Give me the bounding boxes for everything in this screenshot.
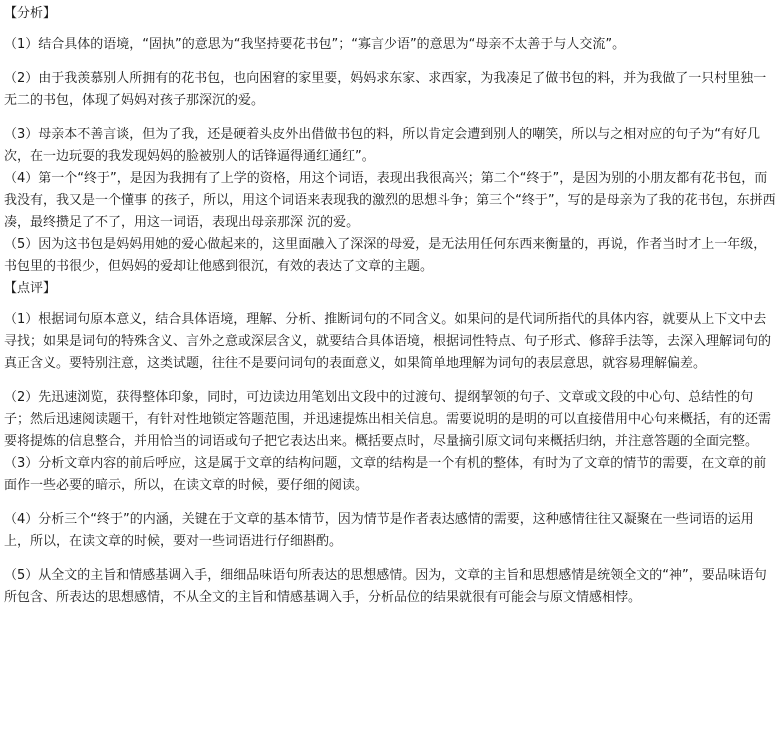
analysis-item-3: （3）母亲本不善言谈，但为了我，还是硬着头皮外出借做书包的料，所以肯定会遭到别人的嘲笑，所以与之相对应的句子为“有好几次，在一边玩耍的我发现妈妈的脸被别人的话锋逼得通红通红”。	[4, 127, 761, 164]
analysis-item-2: （2）由于我羡慕别人所拥有的花书包，也向困窘的家里要，妈妈求东家、求西家，为我凑足了做书包的料，并为我做了一只村里独一无二的书包，体现了妈妈对孩子那深沉的爱。	[4, 71, 767, 108]
comment-item-3: （3）分析文章内容的前后呼应，这是属于文章的结构问题，文章的结构是一个有机的整体，有时为了文章的情节的需要，在文章的前面作一些必要的暗示，所以，在读文章的时候，要仔细的阅读。	[4, 456, 767, 493]
comment-item-2: （2）先迅速浏览，获得整体印象，同时，可边读边用笔划出文段中的过渡句、提纲挈领的句子、文章或文段的中心句、总结性的句子；然后迅速阅读题干，有针对性地锁定答题范围，并迅速提炼出相关信息。需要说明的是明的可以直接借用中心句来概括，有的还需要将提炼的信息整合，并用恰当的词语或句子把它表达出来。概括要点时，尽量摘引原文词句来概括归纳，并注意答题的全面完整。	[4, 390, 772, 449]
comment-item-1: （1）根据词句原本意义，结合具体语境，理解、分析、推断词句的不同含义。如果问的是代词所指代的具体内容，就要从上下文中去寻找；如果是词句的特殊含义、言外之意或深层含义，就要结合具体语境，根据词性特点、句子形式、修辞手法等，去深入理解词句的真正含义。要特别注意，这类试题，往往不是要问词句的表面意义，如果简单地理解为词句的表层意思，就容易理解偏差。	[4, 312, 772, 371]
comment-heading: 【点评】	[4, 281, 57, 296]
comment-item-4: （4）分析三个“终于”的内涵，关键在于文章的基本情节，因为情节是作者表达感情的需要，这种感情往往又凝聚在一些词语的运用上，所以，在读文章的时候，要对一些词语进行仔细斟酌。	[4, 512, 754, 549]
analysis-item-5: （5）因为这书包是妈妈用她的爱心做起来的，这里面融入了深深的母爱，是无法用任何东西来衡量的，再说，作者当时才上一年级，书包里的书很少，但妈妈的爱却让他感到很沉，有效的表达了文章的主题。	[4, 237, 767, 274]
analysis-item-4: （4）第一个“终于”，是因为我拥有了上学的资格，用这个词语，表现出我很高兴；第二个“终于”，是因为别的小朋友都有花书包，而我没有，我又是一个懂事 的孩子，所以，用这个词语来表现我的激烈的思想斗争；第三个“终于”，写的是母亲为了我的花书包，东拼西凑，最终攒足了不了，用这一词语，表现出母亲那深 沉的爱。	[4, 171, 776, 230]
analysis-heading: 【分析】	[4, 6, 57, 21]
analysis-item-1: （1）结合具体的语境，“固执”的意思为“我坚持要花书包”；“寡言少语”的意思为“母亲不太善于与人交流”。	[4, 37, 626, 52]
comment-item-5: （5）从全文的主旨和情感基调入手，细细品味语句所表达的思想感情。因为，文章的主旨和思想感情是统领全文的“神”，要品味语句所包含、所表达的思想感情，不从全文的主旨和情感基调入手，分析品位的结果就很有可能会与原文情感相悖。	[4, 568, 767, 605]
